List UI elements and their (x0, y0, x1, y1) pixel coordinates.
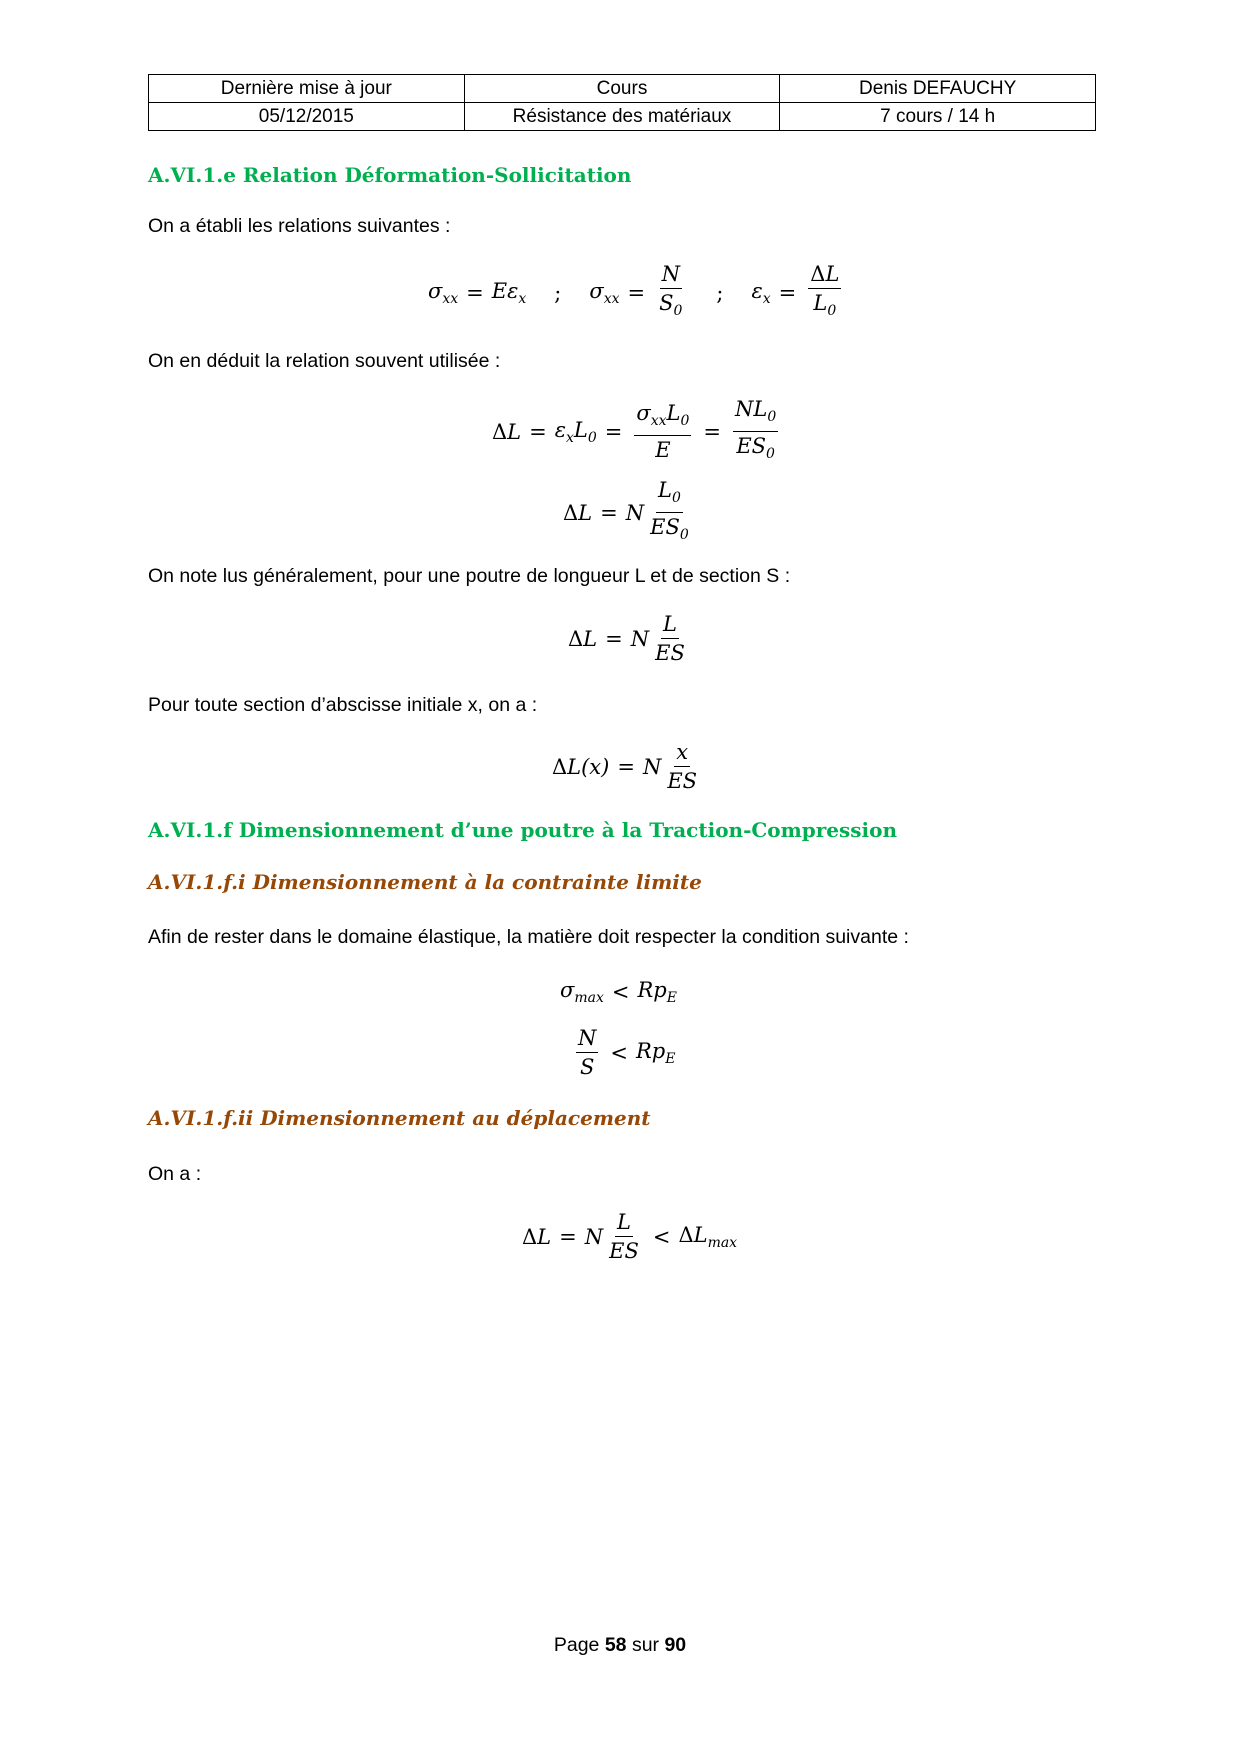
header-cell-author: Denis DEFAUCHY (780, 75, 1096, 103)
header-cell-last-update-label: Dernière mise à jour (149, 75, 465, 103)
header-table (148, 74, 1096, 131)
header-cell-course-title: Résistance des matériaux (464, 103, 780, 131)
section-heading-e: A.VI.1.e Relation Déformation-Sollicitation (148, 163, 632, 187)
paragraph-on-a: On a : (148, 1163, 202, 1185)
paragraph-note: On note lus généralement, pour une poutre de longueur L et de section S : (148, 565, 791, 587)
equation-delta-l-s0: ΔL = N $\frac{L_0}{ES_0}$ (563, 478, 689, 543)
footer-total-pages: 90 (664, 1634, 687, 1656)
footer-middle: sur (631, 1634, 660, 1656)
equation-n-over-s: $\frac{N}{S}$ < $Rp_E$ (578, 1026, 676, 1079)
footer-prefix: Page (553, 1634, 600, 1656)
equation-delta-l-derivation: ΔL = $\varepsilon_xL_0$ = $\frac{\sigma_{xx}L_0}{E}$ = $\frac{NL_0}{ES_0}$ (492, 397, 777, 462)
header-cell-duration: 7 cours / 14 h (780, 103, 1096, 131)
page-footer (0, 1634, 1240, 1657)
section-heading-f: A.VI.1.f Dimensionnement d’une poutre à la Traction-Compression (148, 818, 898, 842)
header-cell-type-label: Cours (464, 75, 780, 103)
header-row (149, 103, 1096, 131)
subsection-heading-fi: A.VI.1.f.i Dimensionnement à la contrainte limite (148, 870, 702, 894)
equation-delta-l-x: ΔL(x) = N $\frac{x}{ES}$ (552, 740, 698, 793)
header-cell-date: 05/12/2015 (149, 103, 465, 131)
header-row (149, 75, 1096, 103)
paragraph-intro: On a établi les relations suivantes : (148, 215, 451, 237)
paragraph-abscisse: Pour toute section d’abscisse initiale x, on a : (148, 694, 538, 716)
paragraph-condition: Afin de rester dans le domaine élastique, la matière doit respecter la condition suivante : (148, 926, 909, 948)
paragraph-deduce: On en déduit la relation souvent utilisée : (148, 350, 501, 372)
equation-delta-l-max: ΔL = N $\frac{L}{ES}$ < $\Delta L_{max}$ (522, 1210, 738, 1263)
equation-sigma-max: $\sigma_{max}$ < $Rp_E$ (560, 978, 677, 1006)
equation-delta-l-general: ΔL = N $\frac{L}{ES}$ (568, 612, 685, 665)
subsection-heading-fii: A.VI.1.f.ii Dimensionnement au déplacement (148, 1106, 651, 1130)
footer-page-number: 58 (604, 1634, 627, 1656)
equation-relations: $\sigma_{xx}$ = $E\varepsilon_x$ ; $\sigma_{xx}$ = $\frac{N}{S_0}$ ; $\varepsilon_x$ = $\frac{\Delta L}{L_0}$ (428, 262, 840, 319)
